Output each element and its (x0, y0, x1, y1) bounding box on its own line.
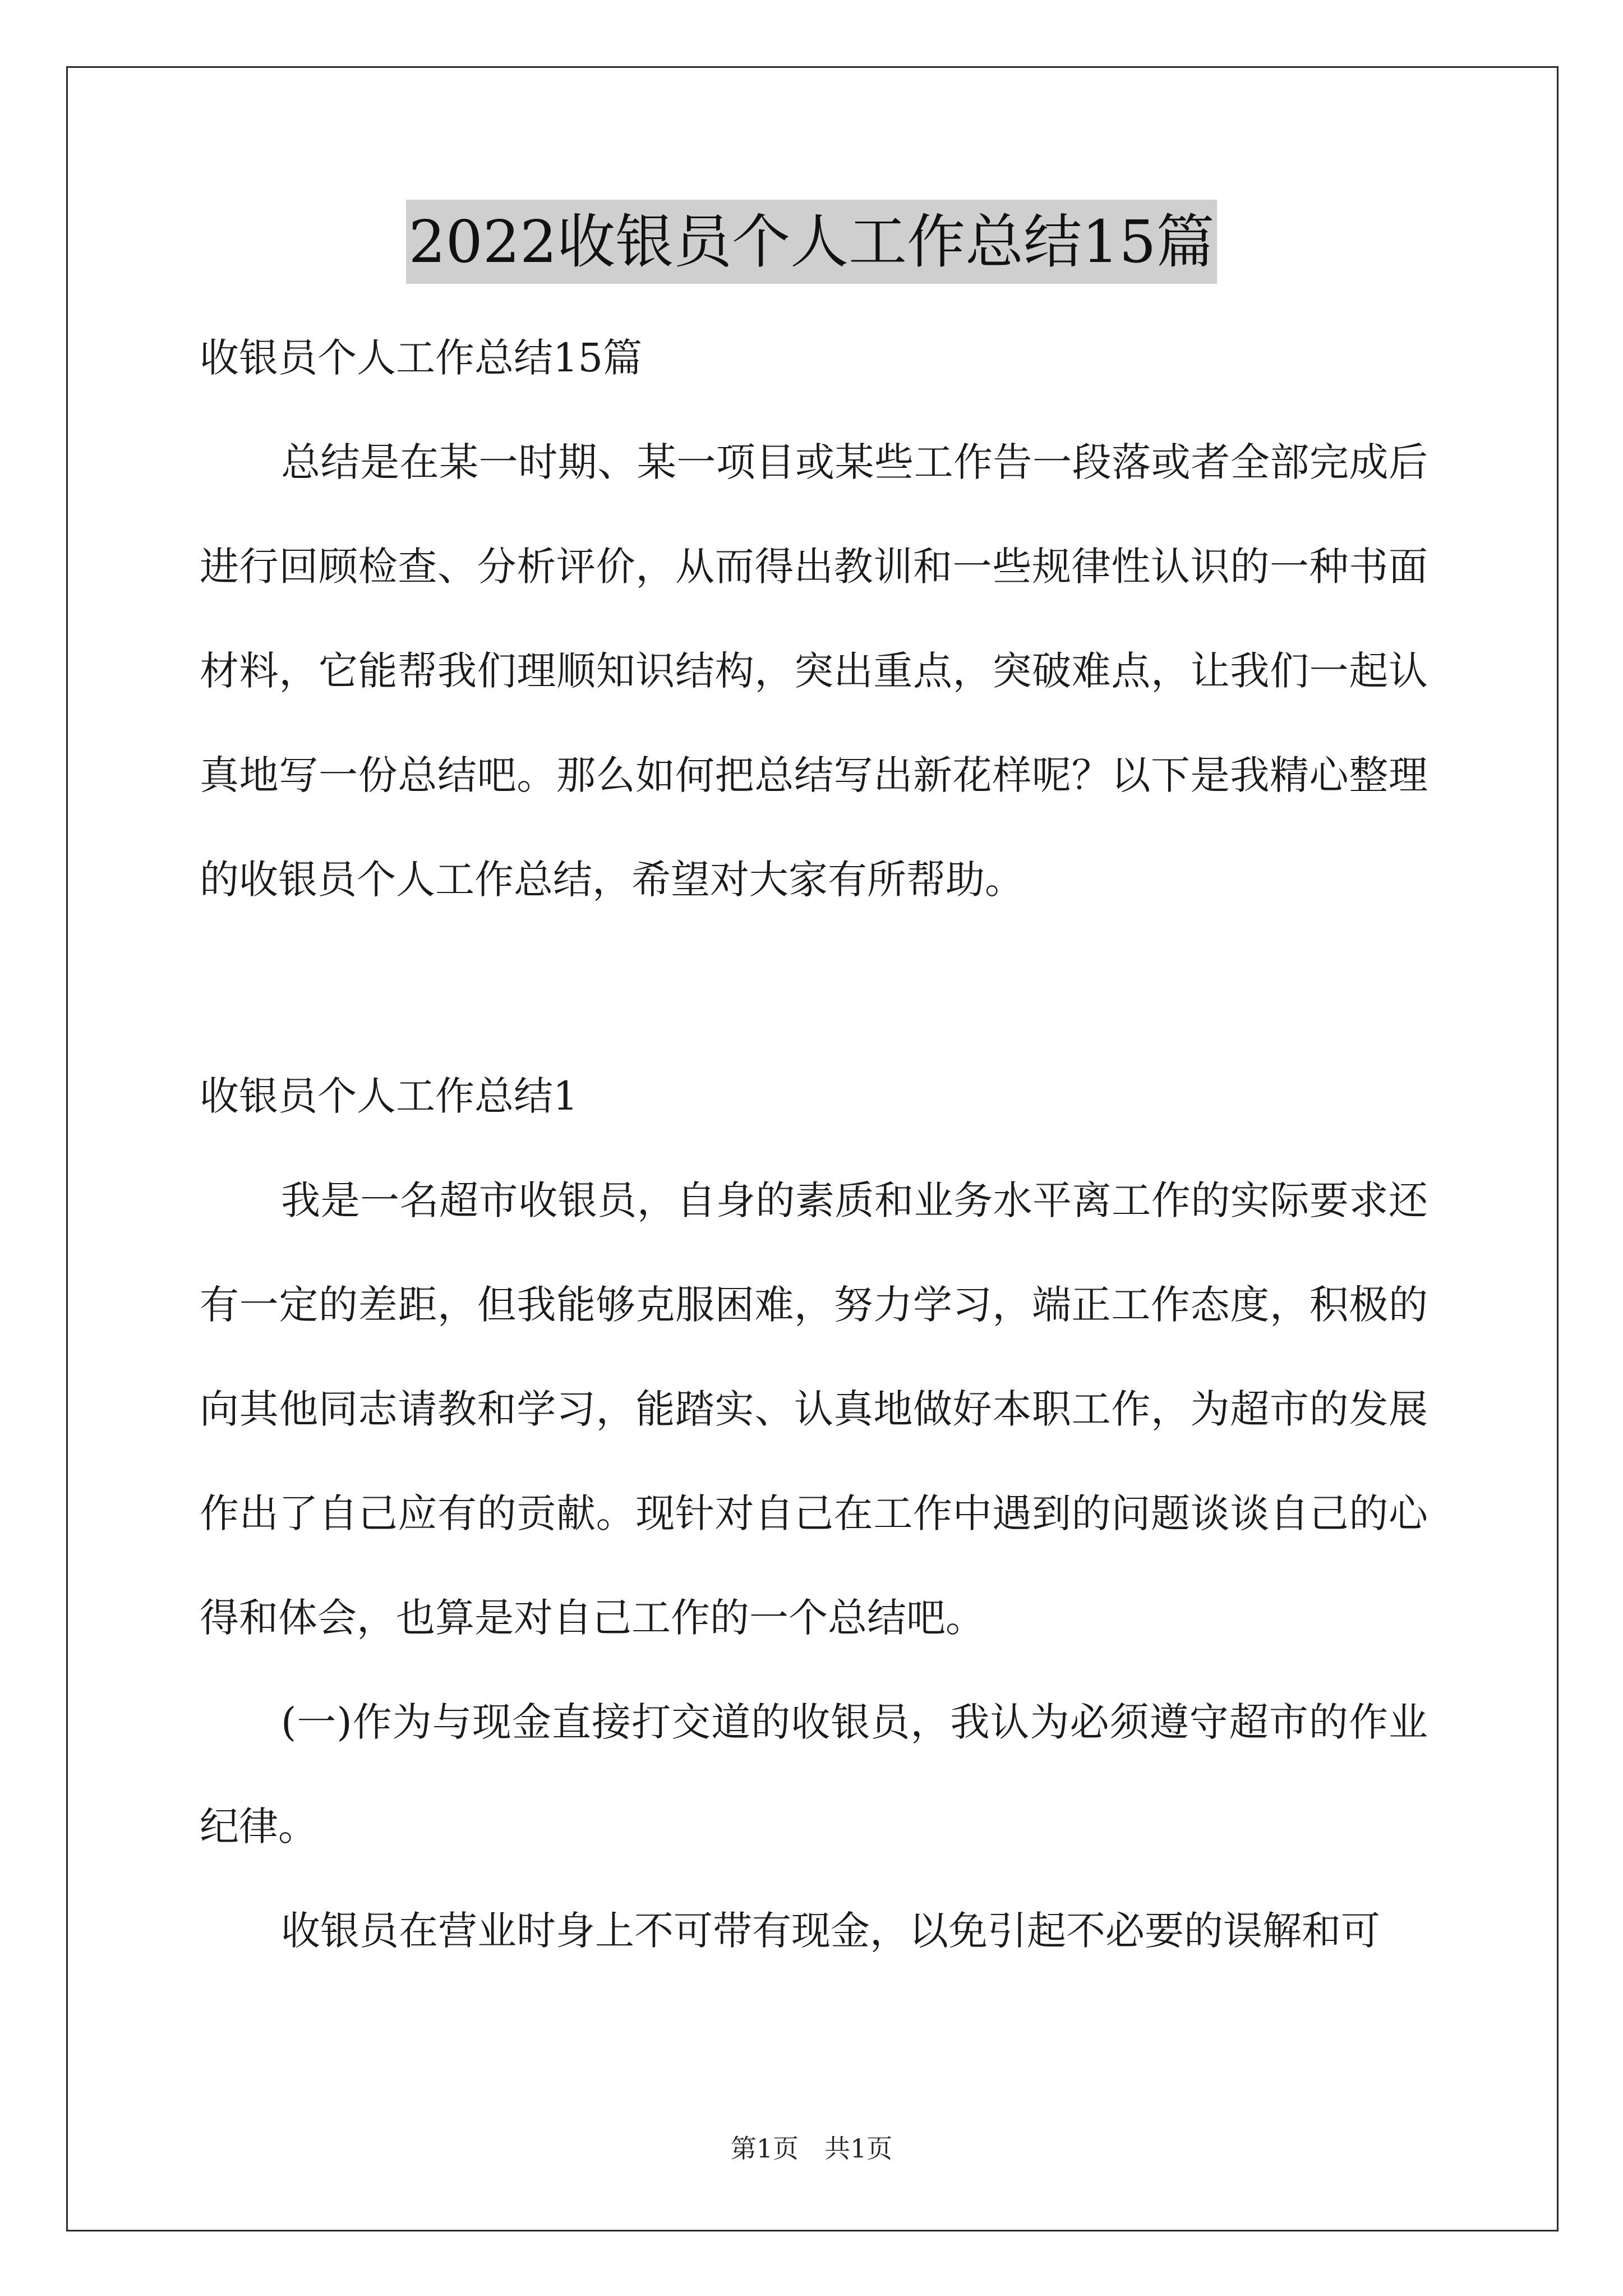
document-title-text: 2022收银员个人工作总结15篇 (406, 200, 1216, 284)
document-body (200, 306, 1428, 1983)
body-paragraph: 我是一名超市收银员，自身的素质和业务水平离工作的实际要求还有一定的差距，但我能够克服困难，努力学习，端正工作态度，积极的向其他同志请教和学习，能踏实、认真地做好本职工作，为超市的发展作出了自己应有的贡献。现针对自己在工作中遇到的问题谈谈自己的心得和体会，也算是对自己工作的一个总结吧。 (200, 1177, 1428, 1641)
subtitle-paragraph: 收银员个人工作总结15篇 (200, 335, 643, 381)
body-paragraph: 收银员在营业时身上不可带有现金，以免引起不必要的误解和可 (281, 1908, 1380, 1954)
page-footer (0, 2132, 1623, 2165)
page-number: 第1页 (730, 2133, 799, 2164)
section-heading: 收银员个人工作总结1 (200, 1073, 578, 1119)
page-total: 共1页 (824, 2133, 893, 2164)
document-title (0, 200, 1623, 284)
intro-paragraph: 总结是在某一时期、某一项目或某些工作告一段落或者全部完成后进行回顾检查、分析评价，从而得出教训和一些规律性认识的一种书面材料，它能帮我们理顺知识结构，突出重点，突破难点，让我们一起认真地写一份总结吧。那么如何把总结写出新花样呢？以下是我精心整理的收银员个人工作总结，希望对大家有所帮助。 (200, 439, 1428, 903)
body-paragraph: (一)作为与现金直接打交道的收银员，我认为必须遵守超市的作业纪律。 (200, 1699, 1428, 1849)
